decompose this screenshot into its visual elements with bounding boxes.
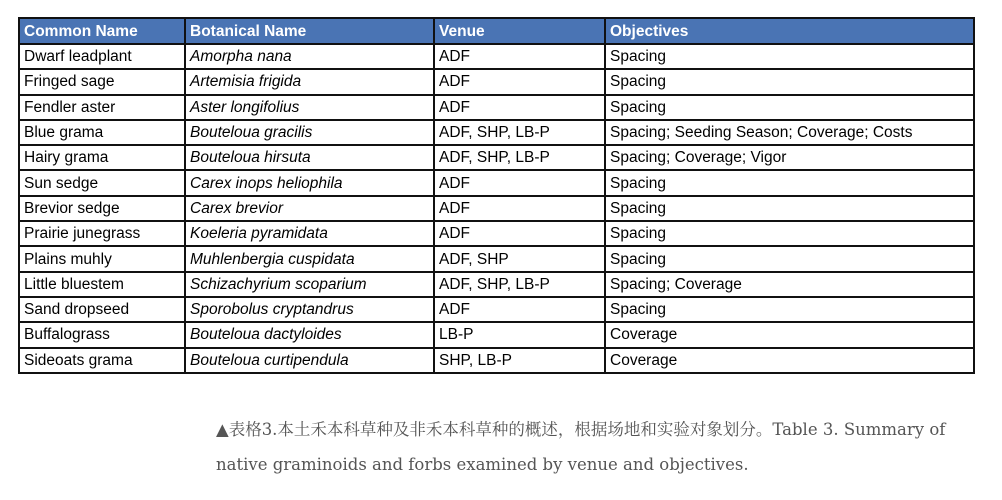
objectives-cell: Spacing; Coverage	[605, 272, 974, 297]
venue-cell: ADF	[434, 221, 605, 246]
table-row	[19, 272, 974, 297]
common-name-cell: Sun sedge	[19, 170, 185, 195]
objectives-cell: Spacing	[605, 196, 974, 221]
table-row	[19, 120, 974, 145]
table-row	[19, 95, 974, 120]
botanical-name-cell: Koeleria pyramidata	[185, 221, 434, 246]
botanical-name-cell: Sporobolus cryptandrus	[185, 297, 434, 322]
header-objectives: Objectives	[605, 18, 974, 44]
venue-cell: ADF, SHP, LB-P	[434, 145, 605, 170]
objectives-cell: Spacing; Seeding Season; Coverage; Costs	[605, 120, 974, 145]
common-name-cell: Dwarf leadplant	[19, 44, 185, 69]
botanical-name-cell: Artemisia frigida	[185, 69, 434, 94]
botanical-name-cell: Carex inops heliophila	[185, 170, 434, 195]
header-venue: Venue	[434, 18, 605, 44]
venue-cell: ADF, SHP, LB-P	[434, 120, 605, 145]
common-name-cell: Prairie junegrass	[19, 221, 185, 246]
common-name-cell: Plains muhly	[19, 246, 185, 271]
table-row	[19, 69, 974, 94]
table-row	[19, 348, 974, 373]
table-row	[19, 221, 974, 246]
botanical-name-cell: Muhlenbergia cuspidata	[185, 246, 434, 271]
objectives-cell: Spacing; Coverage; Vigor	[605, 145, 974, 170]
venue-cell: ADF	[434, 196, 605, 221]
common-name-cell: Hairy grama	[19, 145, 185, 170]
botanical-name-cell: Schizachyrium scoparium	[185, 272, 434, 297]
objectives-cell: Spacing	[605, 246, 974, 271]
venue-cell: LB-P	[434, 322, 605, 347]
botanical-name-cell: Bouteloua curtipendula	[185, 348, 434, 373]
botanical-name-cell: Bouteloua dactyloides	[185, 322, 434, 347]
table-row	[19, 170, 974, 195]
objectives-cell: Coverage	[605, 322, 974, 347]
venue-cell: ADF	[434, 297, 605, 322]
species-table-container	[18, 17, 973, 374]
botanical-name-cell: Amorpha nana	[185, 44, 434, 69]
common-name-cell: Brevior sedge	[19, 196, 185, 221]
common-name-cell: Buffalograss	[19, 322, 185, 347]
header-common-name: Common Name	[19, 18, 185, 44]
table-row	[19, 297, 974, 322]
venue-cell: ADF	[434, 95, 605, 120]
table-row	[19, 246, 974, 271]
table-caption: ▲表格3.本土禾本科草种及非禾本科草种的概述，根据场地和实验对象划分。Table 3. Summary of native graminoids and forbs examined by venue and objectives.	[216, 420, 946, 474]
common-name-cell: Sideoats grama	[19, 348, 185, 373]
common-name-cell: Fendler aster	[19, 95, 185, 120]
table-row	[19, 322, 974, 347]
common-name-cell: Blue grama	[19, 120, 185, 145]
table-row	[19, 196, 974, 221]
botanical-name-cell: Carex brevior	[185, 196, 434, 221]
venue-cell: ADF	[434, 69, 605, 94]
header-botanical-name: Botanical Name	[185, 18, 434, 44]
botanical-name-cell: Aster longifolius	[185, 95, 434, 120]
table-row	[19, 145, 974, 170]
objectives-cell: Spacing	[605, 297, 974, 322]
common-name-cell: Sand dropseed	[19, 297, 185, 322]
venue-cell: ADF, SHP, LB-P	[434, 272, 605, 297]
objectives-cell: Spacing	[605, 221, 974, 246]
botanical-name-cell: Bouteloua hirsuta	[185, 145, 434, 170]
objectives-cell: Spacing	[605, 95, 974, 120]
species-table	[18, 17, 975, 374]
table-header-row	[19, 18, 974, 44]
botanical-name-cell: Bouteloua gracilis	[185, 120, 434, 145]
table-body	[19, 44, 974, 373]
table-row	[19, 44, 974, 69]
venue-cell: ADF, SHP	[434, 246, 605, 271]
venue-cell: SHP, LB-P	[434, 348, 605, 373]
venue-cell: ADF	[434, 44, 605, 69]
venue-cell: ADF	[434, 170, 605, 195]
objectives-cell: Spacing	[605, 69, 974, 94]
objectives-cell: Spacing	[605, 44, 974, 69]
common-name-cell: Fringed sage	[19, 69, 185, 94]
common-name-cell: Little bluestem	[19, 272, 185, 297]
objectives-cell: Coverage	[605, 348, 974, 373]
objectives-cell: Spacing	[605, 170, 974, 195]
